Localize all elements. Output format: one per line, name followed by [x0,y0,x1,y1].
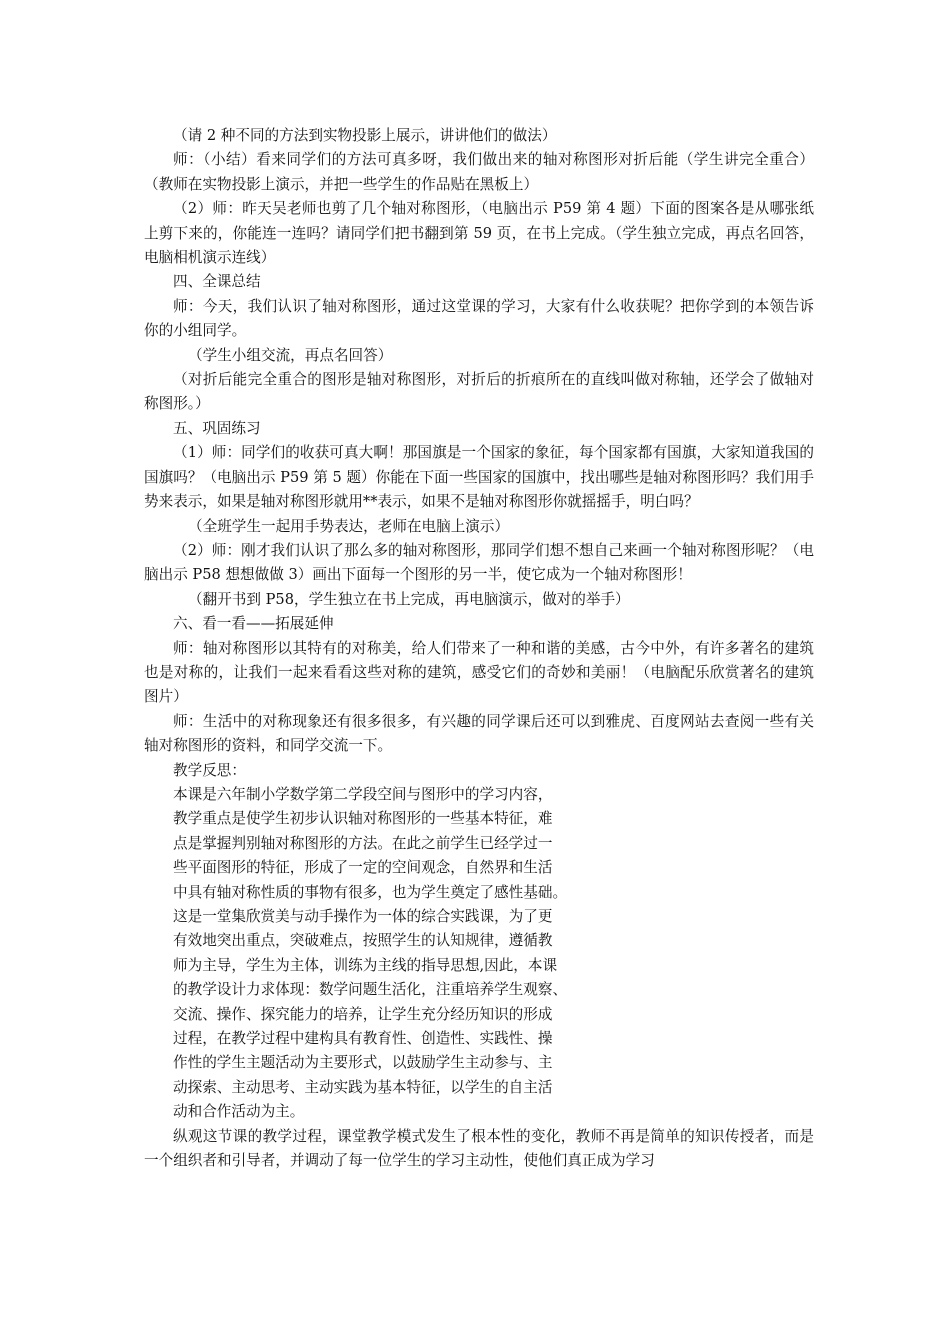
paragraph: 师：（小结）看来同学们的方法可真多呀，我们做出来的轴对称图形对折后能（学生讲完全重合）（教师在实物投影上演示，并把一些学生的作品贴在黑板上） [144,151,814,193]
paragraph: （请 2 种不同的方法到实物投影上展示，讲讲他们的做法） [173,127,557,144]
paragraph: 师：生活中的对称现象还有很多很多，有兴趣的同学课后还可以到雅虎、百度网站去查阅一些有关轴对称图形的资料，和同学交流一下。 [144,712,814,755]
section-heading: 教学反思： [173,761,246,779]
reflection-line: 的教学设计力求体现：数学问题生活化，注重培养学生观察、 [173,981,568,999]
reflection-line: 点是掌握判别轴对称图形的方法。在此之前学生已经学过一 [173,834,553,852]
paragraph: （对折后能完全重合的图形是轴对称图形，对折后的折痕所在的直线叫做对称轴，还学会了做轴对称图形。） [144,371,814,413]
reflection-block [144,783,814,1125]
paragraph: （全班学生一起用手势表达，老师在电脑上演示） [188,517,510,535]
reflection-line: 本课是六年制小学数学第二学段空间与图形中的学习内容， [173,785,553,803]
section-heading: 五、巩固练习 [173,419,261,437]
paragraph: 师：轴对称图形以其特有的对称美，给人们带来了一种和谐的美感，古今中外，有许多著名的建筑也是对称的，让我们一起来看看这些对称的建筑，感受它们的奇妙和美丽！（电脑配乐欣赏著名的建筑图片） [144,639,814,706]
reflection-line: 些平面图形的特征，形成了一定的空间观念，自然界和生活 [173,859,553,877]
reflection-line: 动探索、主动思考、主动实践为基本特征，以学生的自主活 [173,1078,553,1096]
paragraph: （1）师：同学们的收获可真大啊！那国旗是一个国家的象征，每个国家都有国旗，大家知道我国的国旗吗？（电脑出示 P59 第 5 题）你能在下面一些国家的国旗中，找出哪些是轴对称图形吗？我们用手势来表示，如果是轴对称图形就用**表示，如果不是轴对称图形你就摇摇手，明白吗？ [144,444,814,511]
paragraph: （学生小组交流，再点名回答） [188,346,393,364]
paragraph: （2）师：刚才我们认识了那么多的轴对称图形，那同学们想不想自己来画一个轴对称图形呢？（电脑出示 P58 想想做做 3）画出下面每一个图形的另一半，使它成为一个轴对称图形！ [144,541,814,584]
reflection-line: 过程，在教学过程中建构具有教育性、创造性、实践性、操 [173,1030,553,1048]
reflection-line: 这是一堂集欣赏美与动手操作为一体的综合实践课，为了更 [173,908,553,925]
reflection-line: 有效地突出重点，突破难点，按照学生的认知规律，遵循教 [173,932,553,950]
paragraph: 纵观这节课的教学过程，课堂教学模式发生了根本性的变化，教师不再是简单的知识传授者，而是一个组织者和引导者，并调动了每一位学生的学习主动性，使他们真正成为学习 [144,1127,814,1170]
paragraph: 师：今天，我们认识了轴对称图形，通过这堂课的学习，大家有什么收获呢？把你学到的本领告诉你的小组同学。 [144,297,814,340]
document-body [144,124,814,1173]
reflection-line: 交流、操作、探究能力的培养，让学生充分经历知识的形成 [173,1005,553,1023]
reflection-line: 教学重点是使学生初步认识轴对称图形的一些基本特征，难 [173,810,553,828]
section-heading: 六、看一看——拓展延伸 [173,615,334,633]
paragraph: （2）师：昨天吴老师也剪了几个轴对称图形，（电脑出示 P59 第 4 题）下面的图案各是从哪张纸上剪下来的，你能连一连吗？请同学们把书翻到第 59 页，在书上完成。（学生独立完成，再点名回答，电脑相机演示连线） [144,200,814,267]
section-heading: 四、全课总结 [173,273,261,291]
reflection-line: 作性的学生主题活动为主要形式，以鼓励学生主动参与、主 [173,1054,553,1072]
reflection-line: 中具有轴对称性质的事物有很多，也为学生奠定了感性基础。 [173,883,568,901]
reflection-line: 师为主导，学生为主体，训练为主线的指导思想,因此，本课 [173,956,558,974]
paragraph: （翻开书到 P58，学生独立在书上完成，再电脑演示，做对的举手） [188,590,630,608]
reflection-line: 动和合作活动为主。 [173,1103,305,1121]
